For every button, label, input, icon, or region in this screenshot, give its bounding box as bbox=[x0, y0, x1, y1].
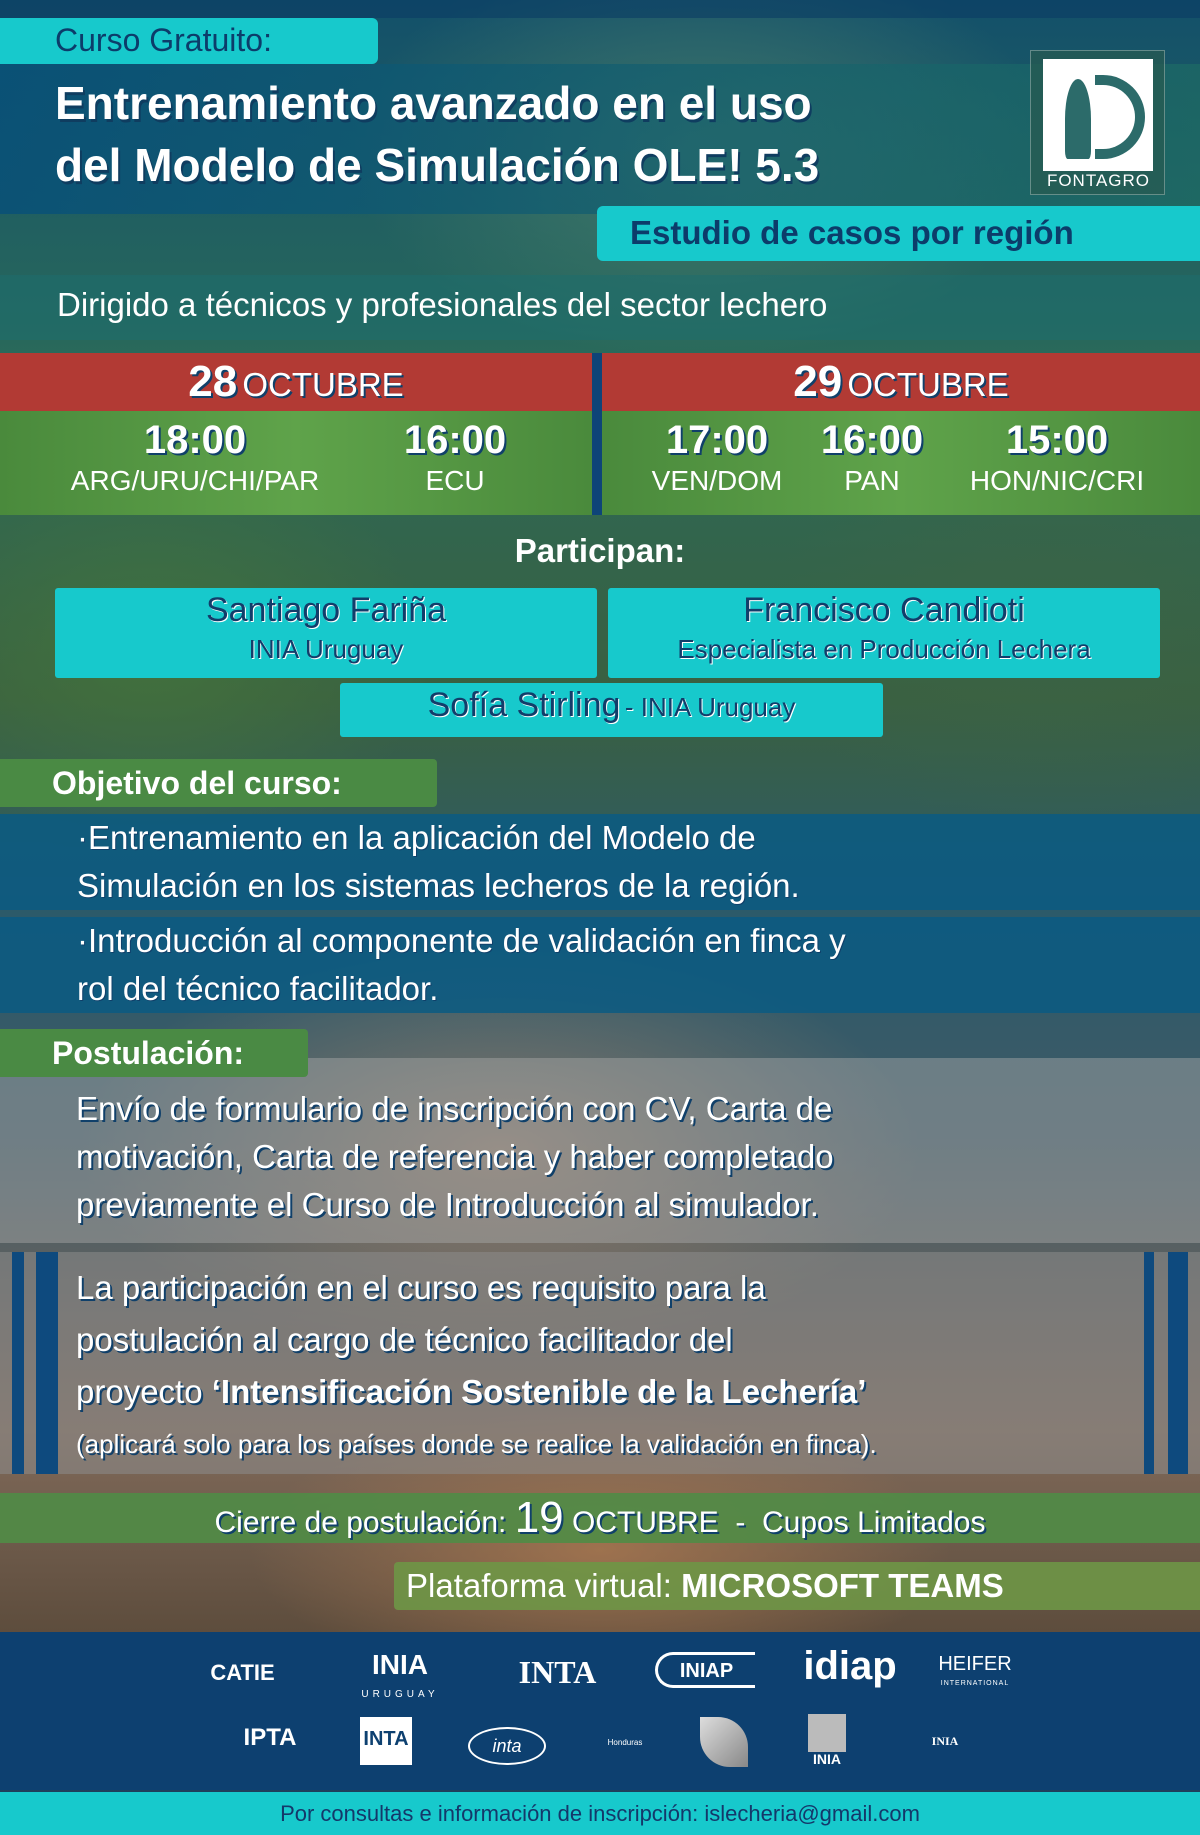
participant-card bbox=[340, 683, 883, 737]
requirement-note: (aplicará solo para los países donde se realice la validación en finca). bbox=[76, 1429, 877, 1459]
honduras-logo: Honduras bbox=[607, 1738, 643, 1747]
participant-card bbox=[608, 588, 1160, 678]
deadline-label: Cierre de postulación: bbox=[214, 1506, 507, 1539]
objective-line: Simulación en los sistemas lecheros de la región. bbox=[77, 867, 800, 904]
application-line: motivación, Carta de referencia y haber completado bbox=[76, 1138, 834, 1175]
slot-time: 16:00 bbox=[403, 418, 507, 462]
deadline-month: OCTUBRE bbox=[571, 1506, 719, 1539]
decorative-bar bbox=[12, 1252, 24, 1474]
top-band bbox=[0, 0, 1200, 18]
deadline-banner bbox=[0, 1493, 1200, 1543]
idiap-logo: idiap bbox=[803, 1644, 897, 1688]
partner-logos bbox=[0, 1632, 1200, 1790]
inia-logo: INIA bbox=[808, 1714, 846, 1766]
participant-role: - INIA Uruguay bbox=[624, 692, 796, 722]
participant-card bbox=[55, 588, 597, 678]
month-label: OCTUBRE bbox=[847, 366, 1009, 403]
project-name: ‘Intensificación Sostenible de la Lechería’ bbox=[211, 1373, 867, 1410]
objective-item bbox=[0, 917, 1200, 1013]
participant-role: Especialista en Producción Lechera bbox=[677, 634, 1091, 664]
participant-role: INIA Uruguay bbox=[248, 634, 404, 664]
requirement-line: postulación al cargo de técnico facilitador del bbox=[76, 1321, 733, 1358]
day-number: 28 bbox=[188, 357, 238, 406]
day-2-header bbox=[602, 353, 1200, 411]
decorative-bar bbox=[1144, 1252, 1154, 1474]
iniap-logo: INIAP bbox=[655, 1652, 755, 1688]
month-label: OCTUBRE bbox=[242, 366, 404, 403]
participant-name: Sofía Stirling bbox=[427, 686, 621, 724]
course-tag bbox=[0, 18, 378, 64]
objective-line: ·Introducción al componente de validación en finca y bbox=[77, 922, 846, 959]
participant-name: Santiago Fariña bbox=[205, 591, 447, 629]
deadline-note: Cupos Limitados bbox=[762, 1506, 986, 1539]
time-slot bbox=[802, 417, 942, 499]
day-1-slots bbox=[0, 411, 592, 515]
ipta-logo: IPTA bbox=[243, 1724, 297, 1751]
inta-logo: INTA bbox=[518, 1654, 597, 1690]
decorative-bar bbox=[36, 1252, 58, 1474]
page-title bbox=[55, 72, 1015, 196]
objective-line: ·Entrenamiento en la aplicación del Modelo de bbox=[77, 819, 756, 856]
slot-zone: ARG/URU/CHI/PAR bbox=[70, 465, 320, 496]
course-tag-label: Curso Gratuito: bbox=[55, 22, 272, 58]
platform-label: Plataforma virtual: bbox=[406, 1567, 672, 1604]
requirement-prefix: proyecto bbox=[76, 1373, 212, 1410]
requirement-text bbox=[76, 1262, 1136, 1470]
subtitle-banner bbox=[597, 206, 1200, 261]
deadline-separator: - bbox=[735, 1506, 746, 1539]
schedule-day-2 bbox=[602, 353, 1200, 515]
inta-box-logo: INTA bbox=[360, 1717, 412, 1765]
day-1-header bbox=[0, 353, 592, 411]
slot-zone: PAN bbox=[844, 465, 900, 496]
slot-time: 16:00 bbox=[820, 418, 924, 462]
application-title: Postulación: bbox=[0, 1029, 308, 1077]
inia-venezuela-logo: INIA bbox=[931, 1734, 959, 1748]
slot-time: 17:00 bbox=[665, 418, 769, 462]
audience-banner bbox=[0, 275, 1200, 340]
heifer-logo: HEIFER INTERNATIONAL bbox=[938, 1653, 1012, 1687]
inia-uruguay-logo: INIA URUGUAY bbox=[361, 1649, 439, 1700]
audience-text: Dirigido a técnicos y profesionales del sector lechero bbox=[57, 286, 828, 323]
objective-line: rol del técnico facilitador. bbox=[77, 970, 439, 1007]
day-number: 29 bbox=[793, 357, 843, 406]
application-line: Envío de formulario de inscripción con CV, Carta de bbox=[76, 1090, 833, 1127]
slot-time: 15:00 bbox=[1005, 418, 1109, 462]
title-line-1: Entrenamiento avanzado en el uso bbox=[55, 77, 812, 129]
title-line-2: del Modelo de Simulación OLE! 5.3 bbox=[55, 139, 820, 191]
inta-cr-logo: inta bbox=[468, 1727, 546, 1765]
objective-item bbox=[0, 814, 1200, 910]
decorative-bar bbox=[1168, 1252, 1188, 1474]
idiaf-logo bbox=[700, 1717, 748, 1767]
slot-zone: VEN/DOM bbox=[651, 465, 783, 496]
day-2-slots bbox=[602, 411, 1200, 515]
time-slot bbox=[642, 417, 792, 499]
application-line: previamente el Curso de Introducción al simulador. bbox=[76, 1186, 819, 1223]
requirement-line bbox=[76, 1366, 1136, 1418]
slot-time: 18:00 bbox=[143, 418, 247, 462]
slot-zone: ECU bbox=[425, 465, 485, 496]
time-slot bbox=[957, 417, 1157, 499]
schedule-divider bbox=[592, 353, 602, 515]
deadline-day: 19 bbox=[514, 1493, 564, 1542]
catie-logo: CATIE bbox=[210, 1660, 275, 1685]
fontagro-logo bbox=[1030, 50, 1165, 195]
subtitle-text: Estudio de casos por región bbox=[630, 214, 1074, 251]
objective-title: Objetivo del curso: bbox=[0, 759, 437, 807]
slot-zone: HON/NIC/CRI bbox=[969, 465, 1145, 496]
time-slot bbox=[50, 417, 340, 499]
application-text bbox=[76, 1085, 1176, 1229]
schedule-day-1 bbox=[0, 353, 592, 515]
participant-name: Francisco Candioti bbox=[743, 591, 1025, 629]
participants-title: Participan: bbox=[514, 532, 686, 569]
platform-value: MICROSOFT TEAMS bbox=[681, 1567, 1004, 1604]
contact-footer: Por consultas e información de inscripción: islecheria@gmail.com bbox=[0, 1792, 1200, 1835]
requirement-line: La participación en el curso es requisito para la bbox=[76, 1269, 766, 1306]
platform-banner bbox=[394, 1562, 1200, 1610]
wheat-gear-icon bbox=[1043, 59, 1153, 171]
time-slot bbox=[380, 417, 530, 499]
logo-text: FONTAGRO bbox=[1046, 171, 1151, 190]
